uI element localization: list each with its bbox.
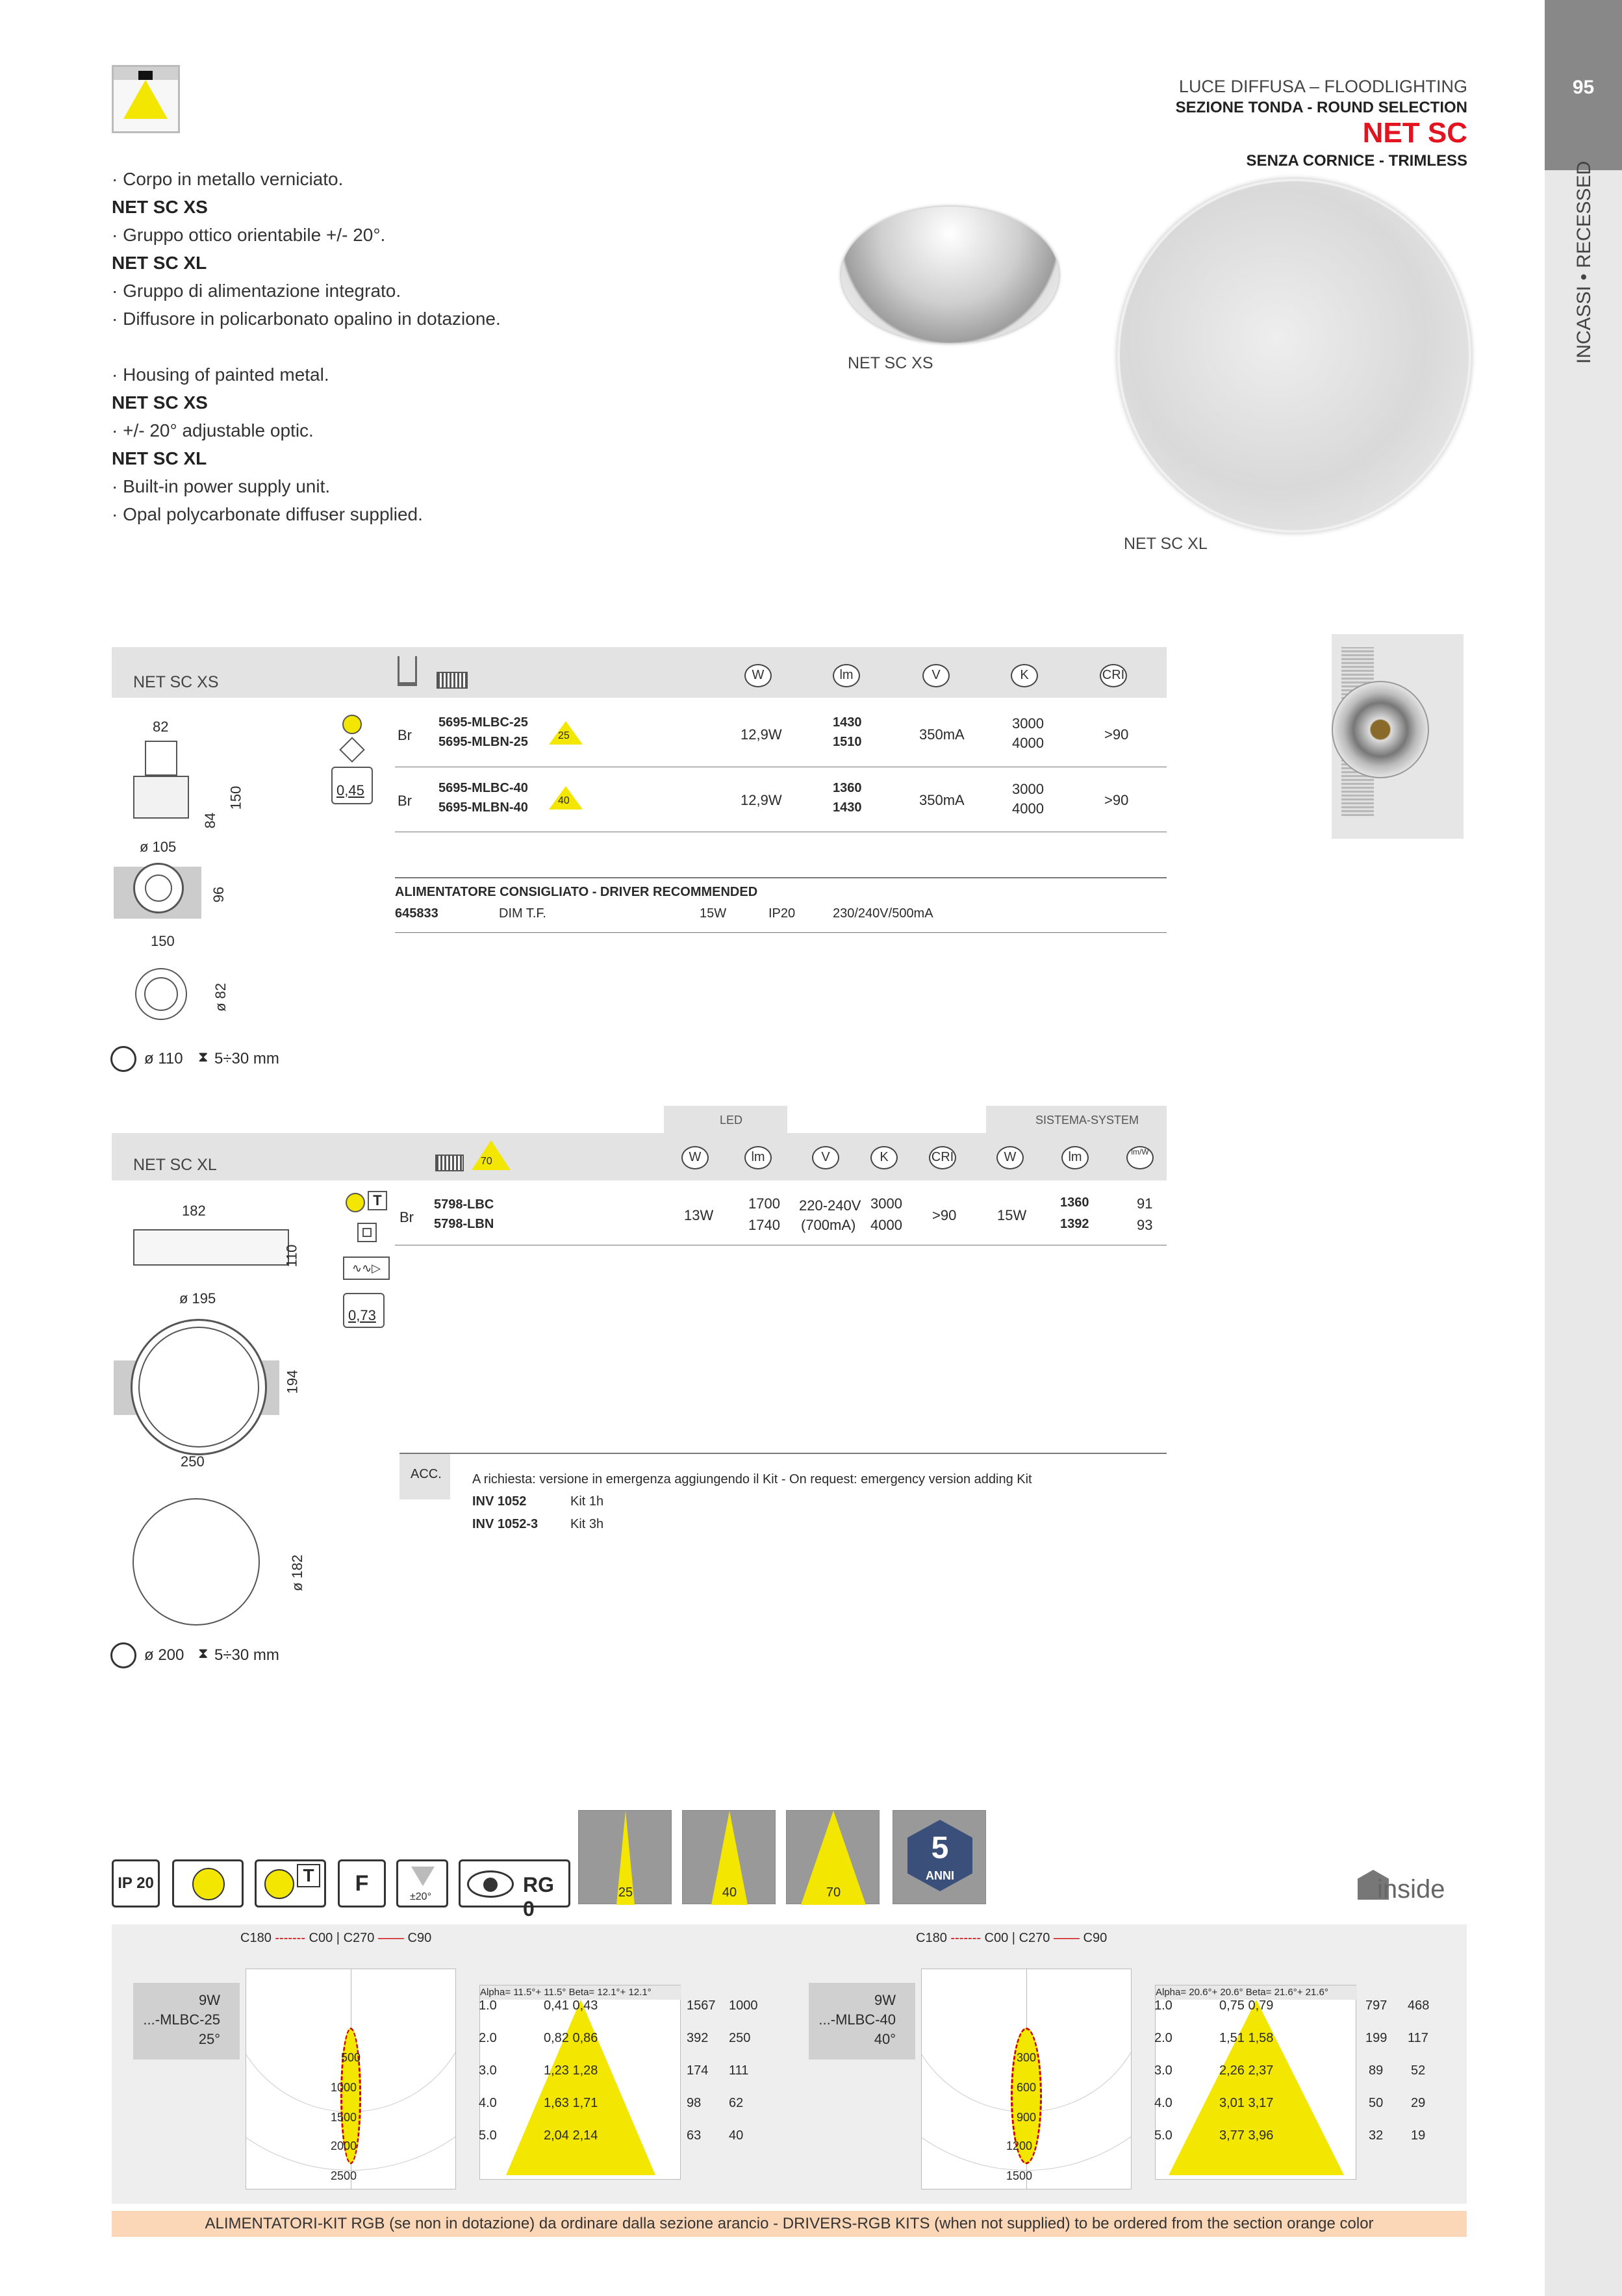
acc-kit2: Kit 3h bbox=[570, 1517, 604, 1531]
cone-chart-1 bbox=[479, 1985, 681, 2180]
xs-row2-lm2: 1430 bbox=[833, 800, 862, 815]
f-mark-icon: F bbox=[338, 1859, 386, 1907]
xs-dimension-150: 150 bbox=[227, 785, 244, 810]
lux-med: 117 bbox=[1408, 2031, 1428, 2045]
cone-b: 2,37 bbox=[1248, 2063, 1274, 2078]
dist-m: 3.0 bbox=[479, 2063, 497, 2078]
lux-max: 63 bbox=[687, 2128, 702, 2143]
xs-dimension-105: ø 105 bbox=[140, 839, 177, 855]
lux-med: 19 bbox=[1411, 2128, 1426, 2143]
polar-tick: 500 bbox=[341, 2051, 361, 2064]
side-tab bbox=[1545, 0, 1622, 2296]
desc-line: · Corpo in metallo verniciato. bbox=[112, 169, 344, 189]
lux-max: 50 bbox=[1369, 2096, 1384, 2110]
xl-side-drawing bbox=[133, 1229, 289, 1266]
beta-label: Beta= 21.6°+ 21.6° bbox=[1245, 1987, 1328, 1998]
adjust-label: ±20° bbox=[410, 1891, 431, 1902]
xl-thickness-icon: ⧗ bbox=[198, 1645, 209, 1661]
photo-label-xl: NET SC XL bbox=[1124, 535, 1208, 553]
selection-title: SEZIONE TONDA - ROUND SELECTION bbox=[1175, 99, 1467, 116]
xl-led-label: LED bbox=[720, 1114, 743, 1127]
warranty-label: ANNI bbox=[926, 1869, 954, 1882]
polar-tick: 1000 bbox=[331, 2081, 357, 2094]
beam-label: 25 bbox=[618, 1885, 633, 1900]
beam-label: 40 bbox=[558, 795, 570, 806]
xs-row1-code1: 5695-MLBC-25 bbox=[438, 715, 528, 730]
dist-m: 1.0 bbox=[479, 1998, 497, 2013]
beam-label: 70 bbox=[481, 1156, 492, 1167]
rg0-badge bbox=[459, 1859, 570, 1920]
xs-dimension-96: 96 bbox=[210, 886, 227, 903]
watt-icon: W bbox=[744, 664, 772, 687]
acc-label: ACC. bbox=[411, 1467, 442, 1481]
lumen-icon: lm bbox=[744, 1146, 772, 1169]
inside-label: inside bbox=[1377, 1875, 1445, 1904]
driver-title: ALIMENTATORE CONSIGLIATO - DRIVER RECOMMENDED bbox=[395, 885, 758, 899]
dist-m: 4.0 bbox=[1154, 2096, 1172, 2110]
polar-legend-1: C180 ------- C00 | C270 —— C90 bbox=[240, 1931, 432, 1945]
acc-code1: INV 1052 bbox=[472, 1494, 527, 1509]
xl-system-lm1: 1360 bbox=[1060, 1195, 1089, 1210]
product-title: NET SC bbox=[1362, 117, 1467, 149]
cone-a: 0,75 bbox=[1219, 1998, 1245, 2013]
class-ii-icon bbox=[357, 1223, 377, 1242]
lamp-power: 9W bbox=[874, 1992, 896, 2008]
alpha-label: Alpha= 20.6°+ 20.6° bbox=[1156, 1987, 1243, 1998]
acc-divider bbox=[399, 1453, 1167, 1454]
xl-dimension-182b: ø 182 bbox=[289, 1554, 306, 1592]
cone-a: 2,26 bbox=[1219, 2063, 1245, 2078]
cone-a: 1,51 bbox=[1219, 2031, 1245, 2045]
lux-med: 52 bbox=[1411, 2063, 1426, 2078]
diffuse-light-icon bbox=[112, 65, 180, 133]
category-title: LUCE DIFFUSA – FLOODLIGHTING bbox=[1178, 77, 1467, 96]
lamp-angle: 40° bbox=[874, 2031, 896, 2047]
cone-a: 3,77 bbox=[1219, 2128, 1245, 2143]
xl-system-lm2: 1392 bbox=[1060, 1217, 1089, 1231]
dist-m: 2.0 bbox=[479, 2031, 497, 2045]
xs-dimension-84: 84 bbox=[202, 812, 219, 829]
xs-weight: 0,45 bbox=[336, 782, 364, 798]
polar-tick: 900 bbox=[1017, 2111, 1037, 2124]
xs-row2-ma: 350mA bbox=[919, 792, 965, 808]
xl-watt: 13W bbox=[684, 1207, 714, 1223]
system-lumen-icon: lm bbox=[1061, 1146, 1089, 1169]
legend-c180: C180 bbox=[916, 1931, 947, 1945]
desc-line: · Housing of painted metal. bbox=[112, 364, 329, 385]
lamp-model: ...-MLBC-40 bbox=[818, 2011, 896, 2028]
lamp-icon bbox=[346, 1193, 365, 1212]
lamp-power: 9W bbox=[199, 1992, 220, 2008]
kelvin-icon: K bbox=[870, 1146, 898, 1169]
page-number: 95 bbox=[1545, 0, 1622, 170]
xs-row1-watt: 12,9W bbox=[741, 726, 782, 743]
xl-volt2: (700mA) bbox=[801, 1217, 856, 1233]
desc-line: · Gruppo ottico orientabile +/- 20°. bbox=[112, 225, 386, 245]
insulation-icon: ∿∿▷ bbox=[343, 1256, 390, 1280]
xs-row1-ma: 350mA bbox=[919, 726, 965, 743]
lux-max: 98 bbox=[687, 2096, 702, 2110]
polar-tick: 1200 bbox=[1006, 2139, 1033, 2152]
inside-logo bbox=[1358, 1865, 1462, 1904]
lamp-t-icon: T bbox=[255, 1859, 326, 1907]
legend-c270: C270 bbox=[343, 1931, 375, 1945]
cone-b: 3,96 bbox=[1248, 2128, 1274, 2143]
warranty-badge bbox=[893, 1810, 986, 1904]
lux-max: 174 bbox=[687, 2063, 709, 2078]
xs-top-drawing bbox=[114, 867, 201, 919]
dist-m: 5.0 bbox=[1154, 2128, 1172, 2143]
beta-label: Beta= 12.1°+ 12.1° bbox=[568, 1987, 652, 1998]
xs-row2-code1: 5695-MLBC-40 bbox=[438, 781, 528, 795]
polar-legend-2: C180 ------- C00 | C270 —— C90 bbox=[916, 1931, 1108, 1945]
cone-b: 0,43 bbox=[572, 1998, 598, 2013]
dist-m: 3.0 bbox=[1154, 2063, 1172, 2078]
driver-spec: 230/240V/500mA bbox=[833, 906, 933, 921]
driver-ip: IP20 bbox=[768, 906, 796, 921]
xs-row1-lm2: 1510 bbox=[833, 735, 862, 749]
beam-40-icon bbox=[682, 1810, 776, 1904]
xs-side-drawing bbox=[133, 741, 192, 825]
lux-med: 62 bbox=[729, 2096, 744, 2110]
kelvin-icon: K bbox=[1011, 664, 1038, 687]
description-it bbox=[112, 165, 501, 528]
legend-c180: C180 bbox=[240, 1931, 272, 1945]
cri-icon: CRI bbox=[1100, 664, 1127, 687]
xs-dimension-82: 82 bbox=[153, 719, 169, 735]
polar-chart-1 bbox=[246, 1969, 456, 2189]
dist-m: 1.0 bbox=[1154, 1998, 1172, 2013]
class-iii-icon bbox=[339, 737, 365, 763]
lamp-label-box-1 bbox=[133, 1983, 240, 2060]
legend-c90: C90 bbox=[1083, 1931, 1108, 1945]
photo-label-xs: NET SC XS bbox=[848, 354, 933, 372]
driver-watt: 15W bbox=[700, 906, 727, 921]
section-label: INCASSI • RECESSED bbox=[1573, 160, 1595, 364]
xl-dimension-194: 194 bbox=[284, 1370, 301, 1394]
driver-divider bbox=[395, 932, 1167, 933]
lux-max: 1567 bbox=[687, 1998, 716, 2013]
beam-label: 70 bbox=[826, 1885, 841, 1900]
xs-row1-k1: 3000 bbox=[1012, 715, 1044, 732]
cone-a: 3,01 bbox=[1219, 2096, 1245, 2110]
lamp-angle: 25° bbox=[198, 2031, 220, 2047]
cone-a: 1,23 bbox=[544, 2063, 569, 2078]
efficiency-icon: lm/W bbox=[1126, 1146, 1154, 1169]
xl-finish: Br bbox=[399, 1209, 414, 1225]
beam-label: 40 bbox=[722, 1885, 737, 1900]
product-subtitle: SENZA CORNICE - TRIMLESS bbox=[1246, 152, 1467, 170]
xl-dimension-110: 110 bbox=[283, 1244, 300, 1268]
volt-icon: V bbox=[812, 1146, 839, 1169]
alpha-label: Alpha= 11.5°+ 11.5° bbox=[480, 1987, 566, 1998]
xl-code1: 5798-LBC bbox=[434, 1197, 494, 1212]
legend-c00: C00 bbox=[984, 1931, 1009, 1945]
xs-cutout-icon bbox=[110, 1046, 136, 1072]
desc-subhead: NET SC XL bbox=[112, 448, 207, 468]
xs-row1-code2: 5695-MLBN-25 bbox=[438, 735, 528, 749]
desc-subhead: NET SC XS bbox=[112, 197, 208, 217]
desc-line: · Opal polycarbonate diffuser supplied. bbox=[112, 504, 423, 524]
footer-note: ALIMENTATORI-KIT RGB (se non in dotazione) da ordinare dalla sezione arancio - DRIVERS-RGB KITS (when not supplied) to be ordered from the section orange color bbox=[112, 2211, 1467, 2237]
t-rated-icon: T bbox=[368, 1191, 387, 1210]
desc-subhead: NET SC XL bbox=[112, 253, 207, 273]
xl-eff2: 93 bbox=[1137, 1217, 1153, 1233]
xs-row2-lm1: 1360 bbox=[833, 781, 862, 795]
ip20-badge bbox=[112, 1859, 160, 1907]
polar-tick: 300 bbox=[1017, 2051, 1037, 2064]
dist-m: 5.0 bbox=[479, 2128, 497, 2143]
xs-row2-watt: 12,9W bbox=[741, 792, 782, 808]
xl-title: NET SC XL bbox=[133, 1156, 217, 1174]
lux-med: 40 bbox=[729, 2128, 744, 2143]
xl-cri: >90 bbox=[932, 1207, 957, 1223]
adjustable-icon bbox=[396, 1859, 448, 1907]
lamp-icon bbox=[342, 715, 362, 734]
xl-code2: 5798-LBN bbox=[434, 1217, 494, 1231]
weight-icon bbox=[331, 767, 373, 804]
rg-label: RG 0 bbox=[523, 1873, 554, 1920]
xl-lm2: 1740 bbox=[748, 1217, 780, 1233]
xs-row2-finish: Br bbox=[398, 793, 412, 809]
xl-dimension-250: 250 bbox=[181, 1453, 205, 1470]
xl-cutout-icon bbox=[110, 1642, 136, 1668]
xs-row1-k2: 4000 bbox=[1012, 735, 1044, 751]
cone-b: 3,17 bbox=[1248, 2096, 1274, 2110]
driver-type: DIM T.F. bbox=[499, 906, 546, 921]
lux-med: 468 bbox=[1408, 1998, 1430, 2013]
dist-m: 4.0 bbox=[479, 2096, 497, 2110]
xs-row1-beam-icon bbox=[549, 721, 583, 748]
lamp-label-box-2 bbox=[809, 1983, 915, 2060]
legend-c00: C00 bbox=[309, 1931, 333, 1945]
cone-a: 2,04 bbox=[544, 2128, 569, 2143]
cone-b: 0,79 bbox=[1248, 1998, 1274, 2013]
xl-system-watt: 15W bbox=[997, 1207, 1027, 1223]
xs-row2-k2: 4000 bbox=[1012, 800, 1044, 817]
xs-thickness: 5÷30 mm bbox=[214, 1050, 279, 1067]
acc-kit1: Kit 1h bbox=[570, 1494, 604, 1509]
cone-a: 1,63 bbox=[544, 2096, 569, 2110]
xs-bottom-drawing bbox=[135, 968, 187, 1020]
driver-code: 645833 bbox=[395, 906, 438, 921]
product-photo-xs bbox=[841, 207, 1059, 343]
xs-cutout: ø 110 bbox=[144, 1050, 183, 1067]
lux-med: 29 bbox=[1411, 2096, 1426, 2110]
system-watt-icon: W bbox=[996, 1146, 1024, 1169]
desc-line: · Built-in power supply unit. bbox=[112, 476, 331, 496]
weight-icon bbox=[343, 1293, 385, 1328]
polar-tick: 1500 bbox=[1006, 2169, 1033, 2182]
xs-row2-code2: 5695-MLBN-40 bbox=[438, 800, 528, 815]
xl-eff1: 91 bbox=[1137, 1195, 1153, 1212]
cone-b: 1,71 bbox=[572, 2096, 598, 2110]
dist-m: 2.0 bbox=[1154, 2031, 1172, 2045]
cone-b: 1,58 bbox=[1248, 2031, 1274, 2045]
eye-icon bbox=[467, 1870, 514, 1898]
xs-row2-cri: >90 bbox=[1104, 792, 1129, 808]
xl-dimension-182: 182 bbox=[182, 1203, 206, 1219]
acc-code2: INV 1052-3 bbox=[472, 1517, 539, 1531]
lux-max: 199 bbox=[1365, 2031, 1388, 2045]
bar-code-icon bbox=[435, 1154, 464, 1171]
lux-med: 250 bbox=[729, 2031, 751, 2045]
polar-tick: 600 bbox=[1017, 2081, 1037, 2094]
bar-code-icon bbox=[437, 672, 468, 689]
xs-dimension-150b: 150 bbox=[151, 933, 175, 949]
watt-icon: W bbox=[681, 1146, 709, 1169]
xs-row1-cri: >90 bbox=[1104, 726, 1129, 743]
legend-c90: C90 bbox=[407, 1931, 432, 1945]
xs-row2-k1: 3000 bbox=[1012, 781, 1044, 797]
xs-row2-beam-icon bbox=[549, 786, 583, 813]
xl-system-label: SISTEMA-SYSTEM bbox=[1035, 1114, 1139, 1127]
xl-cutout: ø 200 bbox=[144, 1646, 184, 1664]
cone-a: 0,41 bbox=[544, 1998, 569, 2013]
xl-k2: 4000 bbox=[870, 1217, 902, 1233]
polar-chart-2 bbox=[921, 1969, 1132, 2189]
cone-b: 0,86 bbox=[572, 2031, 598, 2045]
beam-label: 25 bbox=[558, 730, 570, 741]
legend-c270: C270 bbox=[1019, 1931, 1050, 1945]
lamp-bulb-icon bbox=[172, 1859, 244, 1907]
xl-bottom-drawing bbox=[133, 1498, 260, 1626]
lux-max: 392 bbox=[687, 2031, 709, 2045]
xs-thickness-icon: ⧗ bbox=[198, 1049, 209, 1065]
xs-title: NET SC XS bbox=[133, 673, 219, 691]
ip-label: IP 20 bbox=[118, 1874, 154, 1892]
xl-volt1: 220-240V bbox=[799, 1197, 861, 1214]
cone-chart-2 bbox=[1155, 1985, 1356, 2180]
lux-med: 1000 bbox=[729, 1998, 758, 2013]
desc-line: · Diffusore in policarbonato opalino in dotazione. bbox=[112, 309, 501, 329]
product-photo-xl bbox=[1117, 179, 1471, 533]
cone-b: 1,28 bbox=[572, 2063, 598, 2078]
lamp-model: ...-MLBC-25 bbox=[143, 2011, 220, 2028]
beam-25-icon bbox=[578, 1810, 672, 1904]
lux-max: 89 bbox=[1369, 2063, 1384, 2078]
xl-k1: 3000 bbox=[870, 1195, 902, 1212]
polar-tick: 1500 bbox=[331, 2111, 357, 2124]
volt-icon: V bbox=[922, 664, 950, 687]
warranty-number: 5 bbox=[931, 1831, 949, 1865]
xl-thickness: 5÷30 mm bbox=[214, 1646, 279, 1664]
xs-detail-photo bbox=[1332, 634, 1464, 839]
xs-row1-lm1: 1430 bbox=[833, 715, 862, 730]
lumen-icon: lm bbox=[833, 664, 860, 687]
xl-lm1: 1700 bbox=[748, 1195, 780, 1212]
cone-a: 0,82 bbox=[544, 2031, 569, 2045]
xs-row1-finish: Br bbox=[398, 727, 412, 743]
polar-tick: 2000 bbox=[331, 2139, 357, 2152]
xs-dimension-82b: ø 82 bbox=[212, 982, 229, 1012]
lamp-holder-icon bbox=[398, 656, 417, 686]
cri-icon: CRI bbox=[929, 1146, 956, 1169]
driver-divider bbox=[395, 877, 1167, 878]
xl-beam-icon bbox=[472, 1140, 511, 1173]
acc-text: A richiesta: versione in emergenza aggiungendo il Kit - On request: emergency version adding Kit bbox=[472, 1472, 1032, 1486]
xl-dimension-195: ø 195 bbox=[179, 1290, 216, 1307]
lux-max: 797 bbox=[1365, 1998, 1388, 2013]
desc-line: · Gruppo di alimentazione integrato. bbox=[112, 281, 401, 301]
xs-header-bar bbox=[112, 647, 1167, 698]
beam-70-icon bbox=[786, 1810, 880, 1904]
polar-tick: 2500 bbox=[331, 2169, 357, 2182]
xl-top-drawing bbox=[114, 1319, 279, 1455]
lux-med: 111 bbox=[729, 2063, 749, 2078]
xl-weight: 0,73 bbox=[348, 1307, 376, 1323]
desc-line: · +/- 20° adjustable optic. bbox=[112, 420, 314, 440]
desc-subhead: NET SC XS bbox=[112, 392, 208, 413]
lux-max: 32 bbox=[1369, 2128, 1384, 2143]
cone-b: 2,14 bbox=[572, 2128, 598, 2143]
